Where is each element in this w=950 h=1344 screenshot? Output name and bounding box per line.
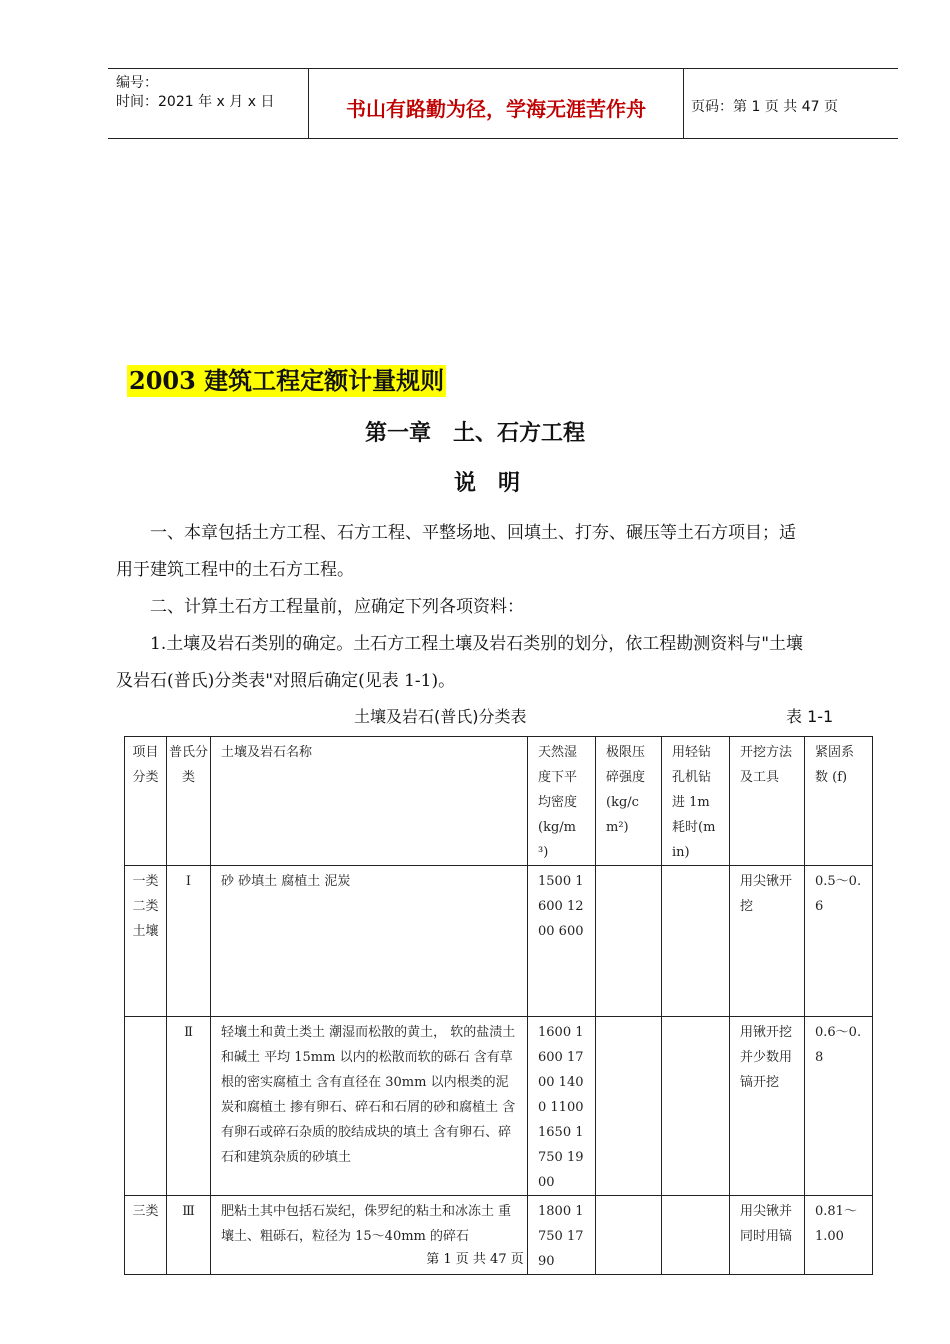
page-info: 页码：第 1 页 共 47 页 [691,99,838,115]
row-strength [596,866,662,1017]
table-number: 表 1-1 [786,707,834,726]
row-group [125,1017,167,1196]
row-name: 轻壤土和黄土类土 潮湿而松散的黄土， 软的盐渍土和碱土 平均 15mm 以内的松散而软的砾石 含有草根的密实腐植土 含有直径在 30mm 以内根类的泥炭和腐植土 掺有卵石、碎石和石屑的砂和腐植土 含有卵石或碎石杂质的胶结成块的填土 含有卵石、碎石和建筑杂质的砂填土 [211,1017,528,1196]
header-density: 天然湿度下平均密度(kg/m³) [528,737,596,866]
motto: 书山有路勤为径，学海无涯苦作舟 [346,97,646,121]
row-method: 用锹开挖并少数用镐开挖 [730,1017,805,1196]
section-title: 说 明 [454,470,521,496]
row-pu: Ⅰ [167,866,211,1017]
row-coefficient: 0.6～0.8 [805,1017,873,1196]
header-method: 开挖方法及工具 [730,737,805,866]
header-name: 土壤及岩石名称 [211,737,528,866]
chapter-title: 第一章 土、石方工程 [364,420,585,446]
paragraph-1 [116,515,886,589]
table-header-row [125,737,873,866]
document-header [108,68,898,139]
row-drill-time [662,866,730,1017]
row-method: 用尖锹并同时用镐 [730,1196,805,1275]
header-coefficient: 紧固系数 (f) [805,737,873,866]
row-coefficient: 0.81～1.00 [805,1196,873,1275]
time-label: 时间：2021 年 x 月 x 日 [116,94,275,110]
paragraph-1-line-1: 一、本章包括土方工程、石方工程、平整场地、回填土、打夯、碾压等土石方项目；适 [150,523,796,543]
row-method: 用尖锹开挖 [730,866,805,1017]
paragraph-2-line-1: 二、计算土石方工程量前，应确定下列各项资料： [150,597,524,617]
paragraph-3-line-2: 及岩石(普氏)分类表"对照后确定(见表 1-1)。 [116,671,456,691]
row-name: 砂 砂填土 腐植土 泥炭 [211,866,528,1017]
table-caption: 土壤及岩石(普氏)分类表 [354,707,527,726]
table-row [125,866,873,1017]
header-item-class: 项目分类 [125,737,167,866]
header-meta-cell [108,69,308,138]
soil-classification-table [124,736,873,1275]
header-strength: 极限压碎强度(kg/cm²) [596,737,662,866]
header-pu-class: 普氏分类 [167,737,211,866]
paragraph-2 [116,589,886,626]
page-footer: 第 1 页 共 47 页 [426,1252,524,1267]
document-title: 2003 建筑工程定额计量规则 [129,366,445,395]
row-pu: Ⅱ [167,1017,211,1196]
paragraph-1-line-2: 用于建筑工程中的土石方工程。 [116,560,354,580]
row-pu: Ⅲ [167,1196,211,1275]
header-page-cell [683,69,898,138]
row-drill-time [662,1017,730,1196]
serial-label: 编号： [116,75,158,91]
row-density: 1800 1750 1790 [528,1196,596,1275]
row-group: 三类 [125,1196,167,1275]
paragraph-3 [116,626,886,700]
row-name: 肥粘土其中包括石炭纪，侏罗纪的粘土和冰冻土 重壤土、粗砾石，粒径为 15～40mm 的碎石 [211,1196,528,1275]
row-group: 一类二类土壤 [125,866,167,1017]
row-coefficient: 0.5～0.6 [805,866,873,1017]
row-density: 1500 1600 1200 600 [528,866,596,1017]
header-drill-time: 用轻钻孔机钻进 1m 耗时(min) [662,737,730,866]
row-strength [596,1017,662,1196]
header-motto-cell [308,69,684,138]
paragraph-3-line-1: 1.土壤及岩石类别的确定。土石方工程土壤及岩石类别的划分，依工程勘测资料与"土壤 [150,634,804,654]
table-row [125,1017,873,1196]
row-density: 1600 1600 1700 1400 1100 1650 1750 1900 [528,1017,596,1196]
